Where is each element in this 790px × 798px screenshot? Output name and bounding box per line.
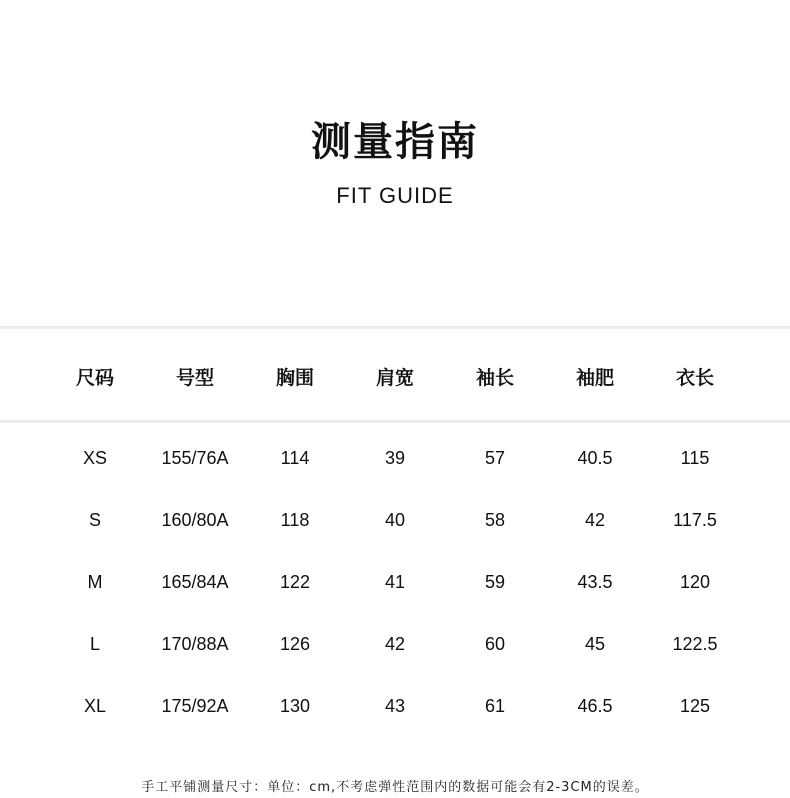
page-title: 测量指南 xyxy=(311,119,479,165)
table-cell-sleeve-length: 57 xyxy=(484,448,506,468)
table-row xyxy=(45,443,745,505)
header-length: 衣长 xyxy=(675,367,714,389)
table-cell-shoulder: 43 xyxy=(384,696,406,716)
table-cell-shoulder: 39 xyxy=(384,448,406,468)
table-cell-fit-code: 175/92A xyxy=(161,696,229,716)
table-row xyxy=(45,691,745,753)
table-cell-fit-code: 160/80A xyxy=(161,510,229,530)
header-size: 尺码 xyxy=(75,367,114,389)
table-cell-length: 117.5 xyxy=(673,510,717,530)
table-cell-sleeve-width: 43.5 xyxy=(577,572,613,592)
table-cell-sleeve-length: 59 xyxy=(484,572,506,592)
table-cell-fit-code: 155/76A xyxy=(161,448,229,468)
table-cell-shoulder: 41 xyxy=(384,572,406,592)
header-shoulder: 肩宽 xyxy=(375,367,414,389)
table-cell-sleeve-width: 42 xyxy=(584,510,606,530)
header-chest: 胸围 xyxy=(275,367,314,389)
table-cell-length: 125 xyxy=(679,696,711,716)
table-cell-chest: 130 xyxy=(279,696,311,716)
table-cell-sleeve-width: 46.5 xyxy=(577,696,613,716)
measurement-footnote: 手工平铺测量尺寸：单位：cm,不考虑弹性范围内的数据可能会有2-3CM的误差。 xyxy=(141,780,649,795)
table-header-row xyxy=(45,363,745,393)
table-cell-length: 115 xyxy=(680,448,710,468)
table-cell-size: S xyxy=(88,510,101,530)
table-cell-chest: 122 xyxy=(279,572,311,592)
table-cell-chest: 118 xyxy=(280,510,310,530)
table-cell-size: M xyxy=(87,572,103,592)
header-sleeve-length: 袖长 xyxy=(475,367,514,389)
header-sleeve-width: 袖肥 xyxy=(575,367,614,389)
table-cell-fit-code: 170/88A xyxy=(161,634,229,654)
table-cell-sleeve-length: 60 xyxy=(484,634,506,654)
table-cell-shoulder: 42 xyxy=(384,634,406,654)
table-row xyxy=(45,629,745,691)
table-cell-size: XL xyxy=(83,696,107,716)
table-cell-shoulder: 40 xyxy=(384,510,406,530)
table-cell-fit-code: 165/84A xyxy=(161,572,229,592)
table-cell-chest: 114 xyxy=(280,448,310,468)
table-cell-size: L xyxy=(89,634,100,654)
table-body xyxy=(45,443,745,753)
table-cell-sleeve-width: 40.5 xyxy=(577,448,613,468)
page-subtitle: FIT GUIDE xyxy=(336,183,454,208)
table-cell-length: 122.5 xyxy=(672,634,718,654)
table-cell-sleeve-length: 58 xyxy=(484,510,506,530)
table-cell-sleeve-width: 45 xyxy=(584,634,606,654)
header-fit-code: 号型 xyxy=(175,367,214,389)
table-row xyxy=(45,567,745,629)
table-cell-length: 120 xyxy=(679,572,711,592)
table-cell-chest: 126 xyxy=(279,634,311,654)
table-cell-size: XS xyxy=(82,448,107,468)
table-row xyxy=(45,505,745,567)
table-cell-sleeve-length: 61 xyxy=(484,696,506,716)
